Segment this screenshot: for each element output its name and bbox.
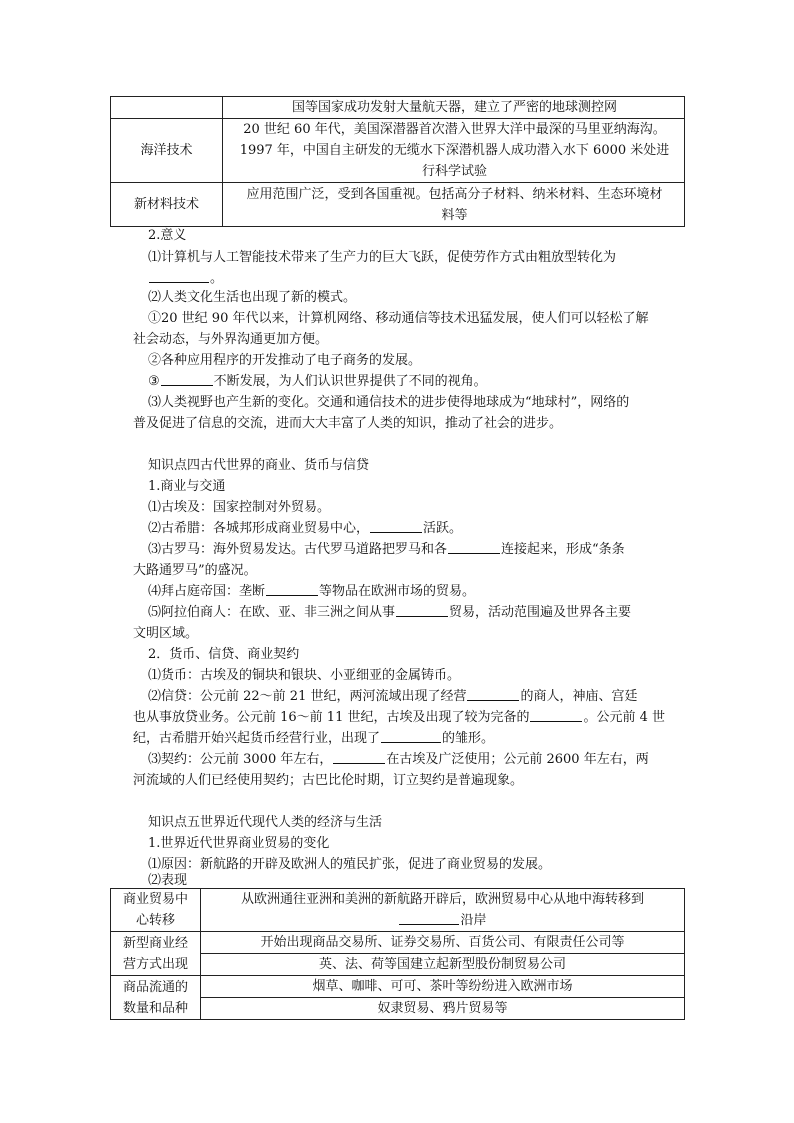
fill-blank[interactable] [333, 751, 385, 764]
fill-blank[interactable] [530, 709, 582, 722]
text: ③ [148, 374, 160, 389]
section-heading: 2．货币、信贷、商业契约 [148, 647, 300, 662]
cell-line: 从欧洲通往亚洲和美洲的新航路开辟后，欧洲贸易中心从地中海转移到 [240, 892, 644, 907]
text: 在古埃及广泛使用；公元前 2600 年左右，两 [386, 752, 649, 767]
trade-table [110, 888, 685, 1020]
cell-line: 1997 年，中国自主研发的无缆水下深潜机器人成功潜入水下 6000 米处进 [239, 143, 670, 158]
table-cell-text [223, 119, 685, 183]
label-line: 数量和品种 [122, 1000, 188, 1016]
paragraph-line: ⑴古埃及：国家控制对外贸易。 [148, 500, 331, 515]
text: ⑶契约：公元前 3000 年左右， [148, 752, 333, 767]
paragraph-line [148, 686, 638, 708]
paragraph-line: ①20 世纪 90 年代以来，计算机网络、移动通信等技术迅猛发展，使人们可以轻松了解 [148, 311, 649, 326]
table-cell-text [201, 976, 685, 1020]
text: 贸易，活动范围遍及世界各主要 [449, 605, 632, 620]
label-line: 商业贸易中 [122, 892, 188, 907]
table-row [111, 97, 685, 119]
table-cell-label: 新材料技术 [111, 183, 223, 227]
text: ⑷拜占庭帝国：垄断 [148, 584, 266, 599]
table-cell-label [111, 932, 201, 976]
text: 沿岸 [460, 913, 487, 928]
table-row [111, 119, 685, 183]
section-heading: 2.意义 [148, 228, 187, 243]
text: ⑵古希腊：各城邦形成商业贸易中心， [148, 521, 370, 536]
fill-blank[interactable] [396, 604, 448, 617]
paragraph-line: 文明区域。 [133, 626, 199, 641]
table-row [111, 976, 685, 1020]
cell-line: 应用范围广泛，受到各国重视。包括高分子材料、纳米材料、生态环境材 [246, 186, 663, 202]
paragraph-line [148, 581, 475, 603]
table-cell-label [111, 97, 223, 119]
fill-blank[interactable] [370, 520, 422, 533]
section-heading: 1.世界近代世界商业贸易的变化 [148, 836, 330, 851]
paragraph-line: 普及促进了信息的交流，进而大大丰富了人类的知识，推动了社会的进步。 [133, 416, 563, 431]
text: 的雏形。 [442, 731, 495, 746]
table-row [111, 932, 685, 976]
section-title: 知识点五世界近代现代人类的经济与生活 [148, 815, 383, 830]
fill-blank[interactable] [161, 373, 213, 386]
label-line: 营方式出现 [122, 956, 188, 972]
text: 。 [210, 271, 224, 286]
text: ⑸阿拉伯商人：在欧、亚、非三洲之间从事 [148, 605, 396, 620]
table-cell-label: 海洋技术 [111, 119, 223, 183]
paragraph-line [148, 602, 631, 624]
paragraph-line [148, 518, 462, 540]
paragraph-line [148, 247, 616, 269]
paragraph-line [148, 539, 625, 561]
table-cell-text [201, 932, 685, 976]
cell-line: 料等 [441, 207, 468, 223]
text: 不断发展，为人们认识世界提供了不同的视角。 [213, 374, 487, 389]
fill-blank[interactable] [399, 912, 459, 925]
fill-blank[interactable] [266, 583, 318, 596]
paragraph-line: ⑶人类视野也产生新的变化。交通和通信技术的进步使得地球成为“地球村”，网络的 [148, 395, 630, 410]
table-row [111, 889, 685, 932]
fill-blank[interactable] [149, 270, 209, 283]
fill-blank[interactable] [467, 688, 519, 701]
fill-blank[interactable] [448, 541, 500, 554]
paragraph-line: ⑵人类文化生活也出现了新的模式。 [148, 290, 357, 305]
text: ⑵信贷：公元前 22～前 21 世纪，两河流域出现了经营 [148, 689, 467, 704]
paragraph-line [133, 707, 665, 729]
section-title: 知识点四古代世界的商业、货币与信贷 [148, 458, 370, 473]
label-line: 心转移 [135, 913, 175, 928]
paragraph-line [133, 728, 494, 750]
table-cell-label [111, 976, 201, 1020]
text: 纪，古希腊开始兴起货币经营行业，出现了 [133, 731, 381, 746]
cell-line: 奴隶贸易、鸦片贸易等 [201, 997, 684, 1019]
paragraph-line: ⑴原因：新航路的开辟及欧洲人的殖民扩张，促进了商业贸易的发展。 [148, 857, 552, 872]
cell-line: 国等国家成功发射大量航天器，建立了严密的地球测控网 [291, 100, 617, 115]
cell-line: 20 世纪 60 年代，美国深潜器首次潜入世界大洋中最深的马里亚纳海沟。 [243, 122, 666, 137]
paragraph-line: ⑵表现 [148, 873, 188, 888]
paragraph-line: ②各种应用程序的开发推动了电子商务的发展。 [148, 353, 422, 368]
text: ⑴计算机与人工智能技术带来了生产力的巨大飞跃，促使劳作方式由粗放型转化为 [148, 250, 617, 265]
text: 连接起来，形成“条条 [501, 542, 625, 557]
text: 也从事放贷业务。公元前 16～前 11 世纪，古埃及出现了较为完备的 [133, 710, 530, 725]
text: 等物品在欧洲市场的贸易。 [319, 584, 476, 599]
paragraph-line: 社会动态，与外界沟通更加方便。 [133, 332, 329, 347]
label-line: 商品流通的 [122, 979, 188, 995]
table-row [111, 183, 685, 227]
cell-line [201, 910, 684, 931]
paragraph-line [148, 371, 487, 393]
text: 活跃。 [423, 521, 463, 536]
text: 。公元前 4 世 [583, 710, 666, 725]
cell-line: 英、法、荷等国建立起新型股份制贸易公司 [201, 953, 684, 975]
table-cell-text [201, 889, 685, 932]
paragraph-line: 河流域的人们已经使用契约；古巴比伦时期，订立契约是普遍现象。 [133, 773, 524, 788]
tech-table [110, 96, 685, 227]
section-heading: 1.商业与交通 [148, 479, 226, 494]
text: ⑶古罗马：海外贸易发达。古代罗马道路把罗马和各 [148, 542, 448, 557]
paragraph-line: ⑴货币：古埃及的铜块和银块、小亚细亚的金属铸币。 [148, 668, 461, 683]
paragraph-line: 大路通罗马”的盛况。 [133, 563, 257, 578]
cell-line: 开始出现商品交易所、证券交易所、百货公司、有限责任公司等 [260, 935, 625, 950]
fill-blank[interactable] [381, 730, 441, 743]
table-cell-label [111, 889, 201, 932]
table-cell-text [223, 183, 685, 227]
text: 的商人，神庙、宫廷 [520, 689, 638, 704]
table-cell-text [223, 97, 685, 119]
paragraph-line [148, 749, 649, 771]
cell-line: 行科学试验 [421, 164, 487, 179]
label-line: 新型商业经 [122, 935, 188, 951]
cell-line: 烟草、咖啡、可可、茶叶等纷纷进入欧洲市场 [312, 979, 573, 994]
